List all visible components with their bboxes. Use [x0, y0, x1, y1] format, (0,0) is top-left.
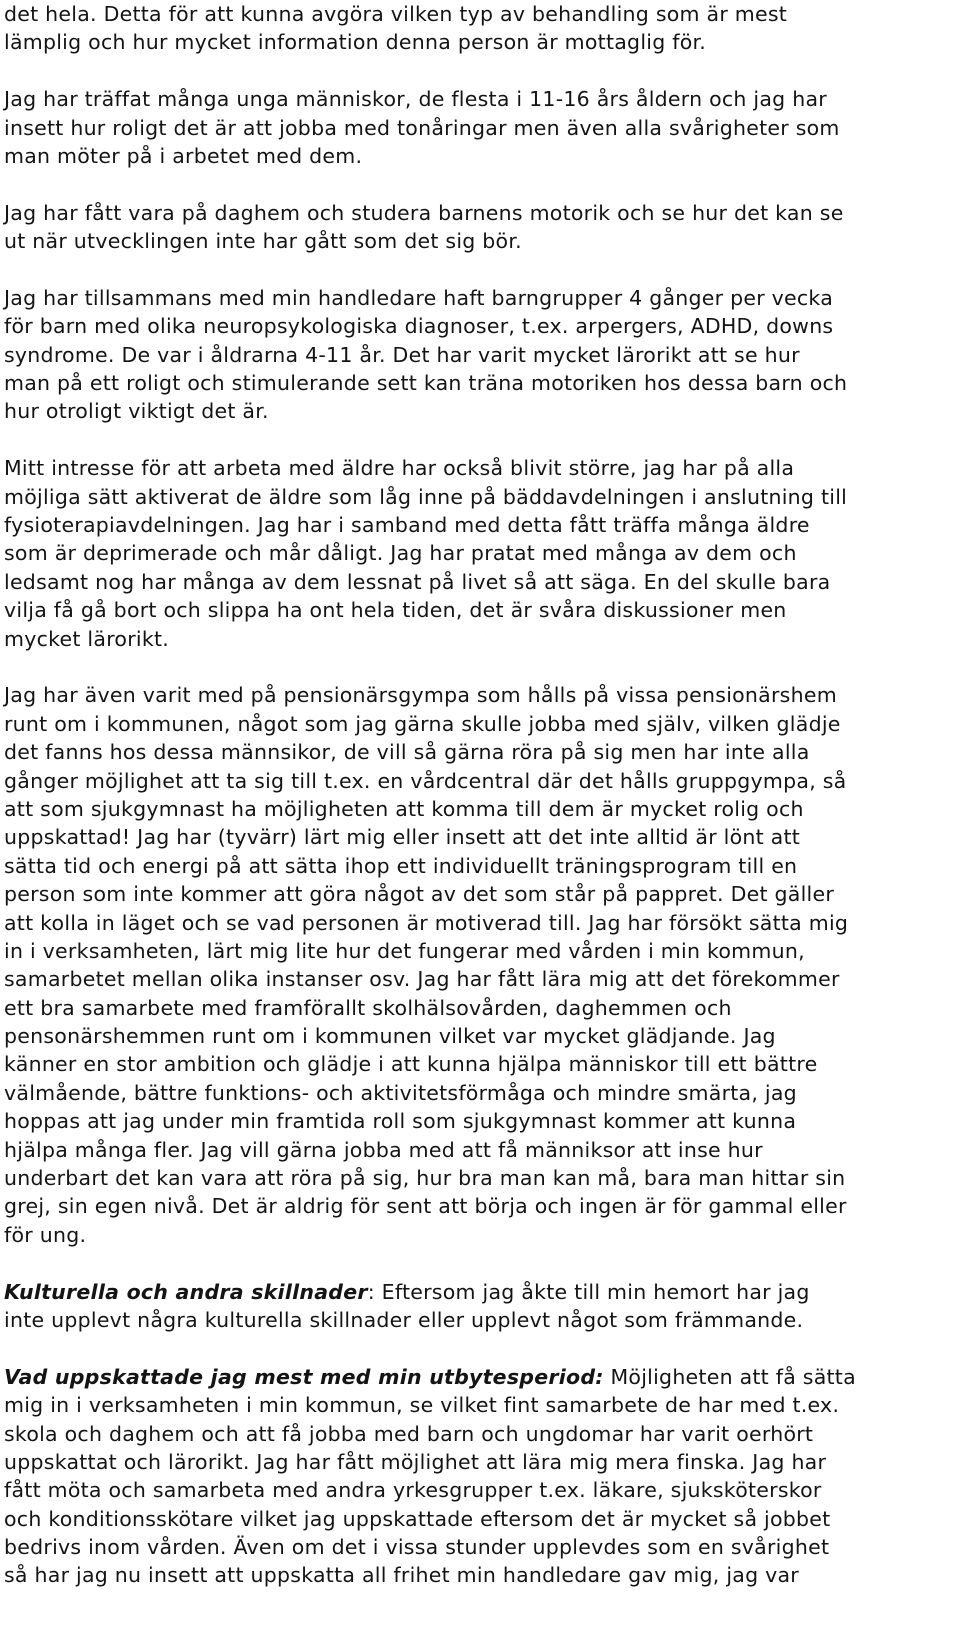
text-line: syndrome. De var i åldrarna 4-11 år. Det har varit mycket lärorikt att se hur [4, 342, 800, 367]
text-line: insett hur roligt det är att jobba med tonåringar men även alla svårigheter som [4, 115, 840, 140]
paragraph-intro-continuation [4, 0, 958, 57]
text-line: det hela. Detta för att kunna avgöra vilken typ av behandling som är mest [4, 2, 788, 26]
text-fragment: : Eftersom jag åkte till min hemort har jag [367, 1279, 810, 1304]
paragraph-cultural-differences [4, 1278, 958, 1335]
section-heading-cultural: Kulturella och andra skillnader [4, 1279, 368, 1304]
text-line: in i verksamheten, lärt mig lite hur det fungerar med vården i min kommun, [4, 938, 805, 963]
text-line: hoppas att jag under min framtida roll som sjukgymnast kommer att kunna [4, 1109, 797, 1134]
section-heading-appreciated: Vad uppskattade jag mest med min utbytesperiod: [4, 1364, 604, 1389]
text-line: lämplig och hur mycket information denna person är mottaglig för. [4, 30, 707, 55]
text-line: vilja få gå bort och slippa ha ont hela tiden, det är svåra diskussioner men [4, 598, 787, 623]
text-line: man möter på i arbetet med dem. [4, 143, 363, 168]
text-fragment: Möjligheten att få sätta [603, 1364, 856, 1389]
text-line: möjliga sätt aktiverat de äldre som låg inne på bäddavdelningen i anslutning till [4, 484, 848, 509]
text-line: bedrivs inom vården. Även om det i vissa stunder upplevdes som en svårighet [4, 1535, 830, 1560]
text-line: för barn med olika neuropsykologiska diagnoser, t.ex. arpergers, ADHD, downs [4, 314, 834, 339]
text-line: för ung. [4, 1222, 87, 1247]
paragraph-child-groups [4, 284, 958, 426]
text-line: skola och daghem och att få jobba med barn och ungdomar har varit oerhört [4, 1421, 814, 1446]
text-line: ledsamt nog har många av dem lessnat på livet så att säga. En del skulle bara [4, 569, 831, 594]
text-line: Jag har tillsammans med min handledare haft barngrupper 4 gånger per vecka [4, 285, 834, 310]
text-line: Jag har fått vara på daghem och studera barnens motorik och se hur det kan se [4, 200, 844, 225]
text-line: Jag har även varit med på pensionärsgympa som hålls på vissa pensionärshem [4, 683, 837, 708]
paragraph-elderly [4, 454, 958, 653]
text-line: fått möta och samarbeta med andra yrkesgrupper t.ex. läkare, sjuksköterskor [4, 1478, 822, 1503]
text-line: ut när utvecklingen inte har gått som det sig bör. [4, 229, 522, 254]
text-line: och konditionsskötare vilket jag uppskattade eftersom det är mycket så jobbet [4, 1506, 831, 1531]
text-line: man på ett roligt och stimulerande sett kan träna motoriken hos dessa barn och [4, 371, 848, 396]
text-line: välmående, bättre funktions- och aktivitetsförmåga och mindre smärta, jag [4, 1080, 797, 1105]
text-line: runt om i kommunen, något som jag gärna skulle jobba med själv, vilken glädje [4, 711, 841, 736]
text-line: sätta tid och energi på att sätta ihop ett individuellt träningsprogram till en [4, 853, 798, 878]
text-line: grej, sin egen nivå. Det är aldrig för sent att börja och ingen är för gammal eller [4, 1194, 847, 1219]
text-line: hur otroligt viktigt det är. [4, 399, 269, 424]
text-line [4, 1278, 958, 1306]
text-line: Mitt intresse för att arbeta med äldre har också blivit större, jag har på alla [4, 456, 795, 481]
text-line: person som inte kommer att göra något av det som står på pappret. Det gäller [4, 882, 835, 907]
text-line: Jag har träffat många unga människor, de flesta i 11-16 års åldern och jag har [4, 87, 827, 112]
text-line: så har jag nu insett att uppskatta all frihet min handledare gav mig, jag var [4, 1563, 799, 1588]
text-line: att som sjukgymnast ha möjligheten att komma till dem är mycket rolig och [4, 796, 804, 821]
text-line: fysioterapiavdelningen. Jag har i samband med detta fått träffa många äldre [4, 513, 810, 538]
text-line: samarbetet mellan olika instanser osv. Jag har fått lära mig att det förekommer [4, 967, 840, 992]
text-line: att kolla in läget och se vad personen är motiverad till. Jag har försökt sätta mig [4, 910, 849, 935]
paragraph-appreciated-most [4, 1363, 958, 1590]
text-line: mycket lärorikt. [4, 626, 170, 651]
text-line: det fanns hos dessa männsikor, de vill så gärna röra på sig men har inte alla [4, 740, 810, 765]
text-line: hjälpa många fler. Jag vill gärna jobba med att få männiksor att inse hur [4, 1137, 763, 1162]
text-line: uppskattad! Jag har (tyvärr) lärt mig eller insett att det inte alltid är lönt att [4, 825, 801, 850]
paragraph-daycare [4, 199, 958, 256]
text-line: underbart det kan vara att röra på sig, hur bra man kan må, bara man hittar sin [4, 1166, 846, 1191]
document-page [4, 0, 958, 1590]
text-line: gånger möjlighet att ta sig till t.ex. en vårdcentral där det hålls gruppgympa, så [4, 768, 847, 793]
text-line: känner en stor ambition och glädje i att kunna hjälpa människor till ett bättre [4, 1052, 818, 1077]
text-line: inte upplevt några kulturella skillnader eller upplevt något som främmande. [4, 1307, 804, 1332]
paragraph-youth [4, 85, 958, 170]
text-line: som är deprimerade och mår dåligt. Jag har pratat med många av dem och [4, 541, 797, 566]
text-line: pensonärshemmen runt om i kommunen vilket var mycket glädjande. Jag [4, 1024, 776, 1049]
paragraph-senior-gym [4, 681, 958, 1249]
text-line: mig in i verksamheten i min kommun, se vilket fint samarbete de har med t.ex. [4, 1393, 840, 1418]
text-line: uppskattat och lärorikt. Jag har fått möjlighet att lära mig mera finska. Jag har [4, 1449, 827, 1474]
text-line: ett bra samarbete med framförallt skolhälsovården, daghemmen och [4, 995, 732, 1020]
text-line [4, 1363, 958, 1391]
